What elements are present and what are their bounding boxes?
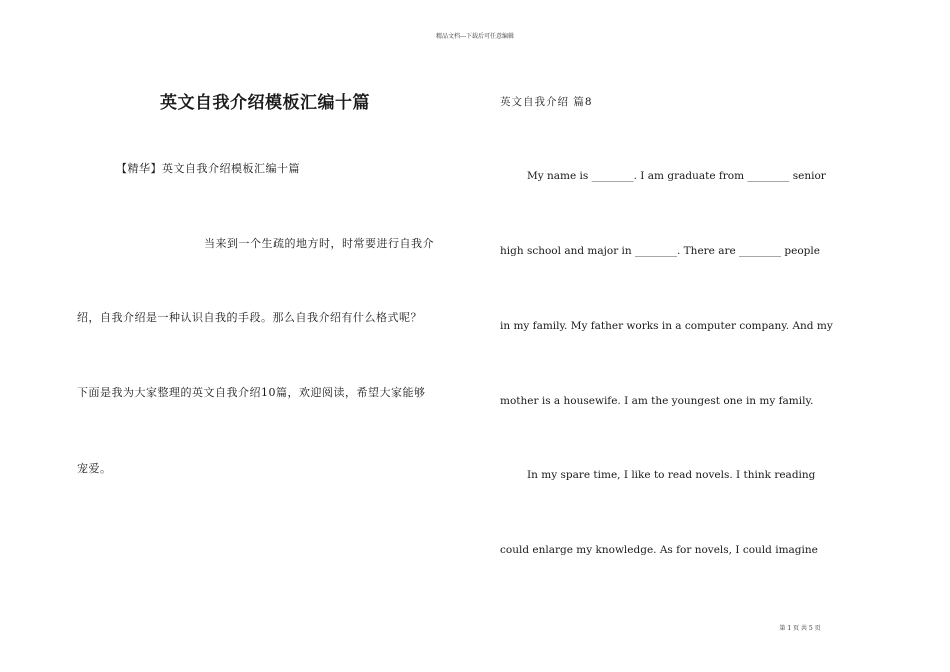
body-text-line: In my spare time, I like to read novels. I think reading [527,469,816,481]
intro-paragraph-line: 绍，自我介绍是一种认识自我的手段。那么自我介绍有什么格式呢？ [77,311,422,324]
body-text-line: My name is ________. I am graduate from ________ senior [527,170,826,182]
page-footer: 第 1 页 共 5 页 [779,625,821,632]
body-text-line: could enlarge my knowledge. As for novels, I could imagine [500,544,818,556]
intro-paragraph-line: 下面是我为大家整理的英文自我介绍10篇，欢迎阅读，希望大家能够 [77,386,426,399]
body-text-line: mother is a housewife. I am the youngest one in my family. [500,395,814,407]
intro-paragraph-line: 宠爱。 [77,462,112,475]
section-heading: 英文自我介绍 篇8 [500,96,593,108]
body-text-line: in my family. My father works in a computer company. And my [500,320,833,332]
document-title: 英文自我介绍模板汇编十篇 [160,93,370,113]
page-header: 精品文档---下载后可任意编辑 [435,33,515,40]
intro-paragraph-line: 当来到一个生疏的地方时，时常要进行自我介 [204,237,434,250]
document-subtitle: 【精华】英文自我介绍模板汇编十篇 [116,162,300,175]
body-text-line: high school and major in ________. There are ________ people [500,245,820,257]
